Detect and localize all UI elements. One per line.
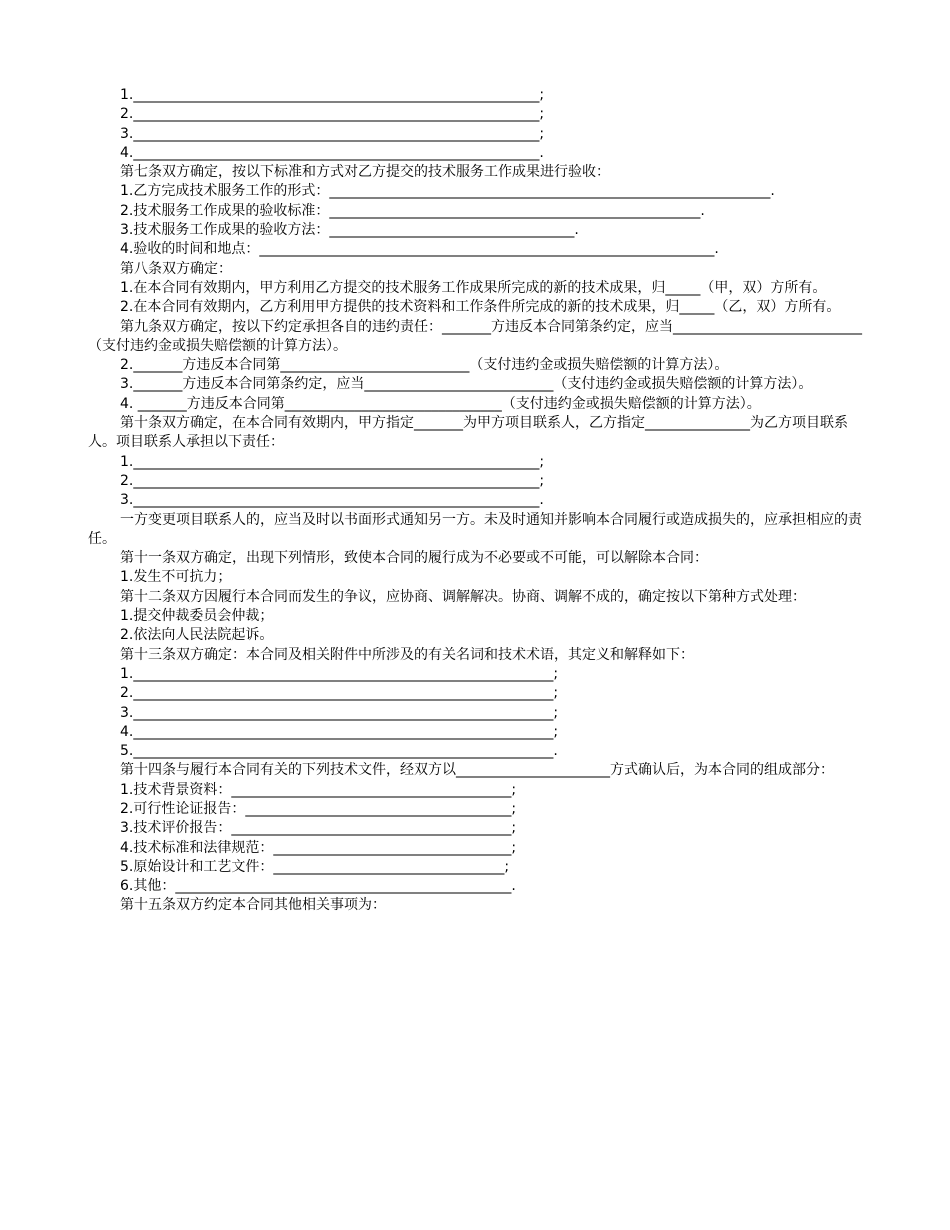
article-12-title: 第十二条双方因履行本合同而发生的争议，应协商、调解解决。协商、调解不成的，确定按以下第种方式处理： [120,588,806,605]
article-7-item-1: 1.乙方完成技术服务工作的形式：_______________________________________________________________. [120,183,775,200]
list-item: 3.__________________________________________________________; [120,125,545,142]
list-item: 3.技术评价报告：________________________________________; [120,820,517,837]
list-item: 1.技术背景资料：________________________________________; [120,781,517,798]
contract-page [88,86,863,916]
article-15-title: 第十五条双方约定本合同其他相关事项为： [120,897,386,914]
article-13-title: 第十三条双方确定：本合同及相关附件中所涉及的有关名词和技术术语，其定义和解释如下： [120,646,694,663]
list-item: 4.技术标准和法律规范：__________________________________; [120,839,517,856]
list-item: 1.__________________________________________________________; [120,87,545,103]
list-item: 5.____________________________________________________________. [120,743,558,760]
article-8-item-2: 2.在本合同有效期内，乙方利用甲方提供的技术资料和工作条件所完成的新的技术成果，归_____（乙，双）方所有。 [120,299,841,316]
list-item: 1.____________________________________________________________; [120,665,559,682]
article-10-title: 第十条双方确定，在本合同有效期内，甲方指定_______为甲方项目联系人，乙方指定_______________为乙方项目联系人。项目联系人承担以下责任： [88,415,848,451]
list-item: 2.____________________________________________________________; [120,685,559,702]
article-7-item-3: 3.技术服务工作成果的验收方法：___________________________________. [120,222,579,239]
article-7-item-4: 4.验收的时间和地点：_________________________________________________________________. [120,241,719,258]
list-item: 4.____________________________________________________________; [120,723,559,740]
list-item: 2.__________________________________________________________; [120,472,545,489]
article-11-title: 第十一条双方确定，出现下列情形，致使本合同的履行成为不必要或不可能，可以解除本合同： [120,550,708,567]
article-12-item-2: 2.依法向人民法院起诉。 [120,627,274,644]
article-9-item-3: 3._______方违反本合同第条约定，应当___________________________（支付违约金或损失赔偿额的计算方法）。 [120,376,813,393]
article-9-item-2: 2._______方违反本合同第___________________________（支付违约金或损失赔偿额的计算方法）。 [120,357,729,374]
article-7-item-2: 2.技术服务工作成果的验收标准：_____________________________________________________. [120,202,705,219]
article-9-item-4: 4. _______方违反本合同第_______________________________（支付违约金或损失赔偿额的计算方法）。 [120,395,761,412]
article-8-title: 第八条双方确定： [120,260,232,277]
list-item: 2.可行性论证报告：______________________________________; [120,800,517,817]
list-item: 3.____________________________________________________________; [120,704,559,721]
article-9-title: 第九条双方确定，按以下约定承担各自的违约责任：_______方违反本合同第条约定，应当___________________________（支付违约金或损失赔偿额的计算方法）。 [88,318,862,354]
list-item: 2.__________________________________________________________; [120,106,545,123]
list-item: 1.__________________________________________________________; [120,453,545,470]
article-12-item-1: 1.提交仲裁委员会仲裁； [120,608,274,625]
list-item: 6.其他：________________________________________________. [120,878,516,895]
article-8-item-1: 1.在本合同有效期内，甲方利用乙方提交的技术服务工作成果所完成的新的技术成果，归_____（甲，双）方所有。 [120,279,827,296]
article-11-item-1: 1.发生不可抗力； [120,569,232,586]
article-7-title: 第七条双方确定，按以下标准和方式对乙方提交的技术服务工作成果进行验收： [120,164,610,181]
article-14-title: 第十四条与履行本合同有关的下列技术文件，经双方以______________________方式确认后，为本合同的组成部分： [120,762,834,779]
article-10-note: 一方变更项目联系人的，应当及时以书面形式通知另一方。未及时通知并影响本合同履行或造成损失的，应承担相应的责任。 [88,511,862,547]
list-item: 3.__________________________________________________________. [120,492,544,509]
list-item: 5.原始设计和工艺文件：_________________________________; [120,858,510,875]
list-item: 4.__________________________________________________________. [120,144,544,161]
